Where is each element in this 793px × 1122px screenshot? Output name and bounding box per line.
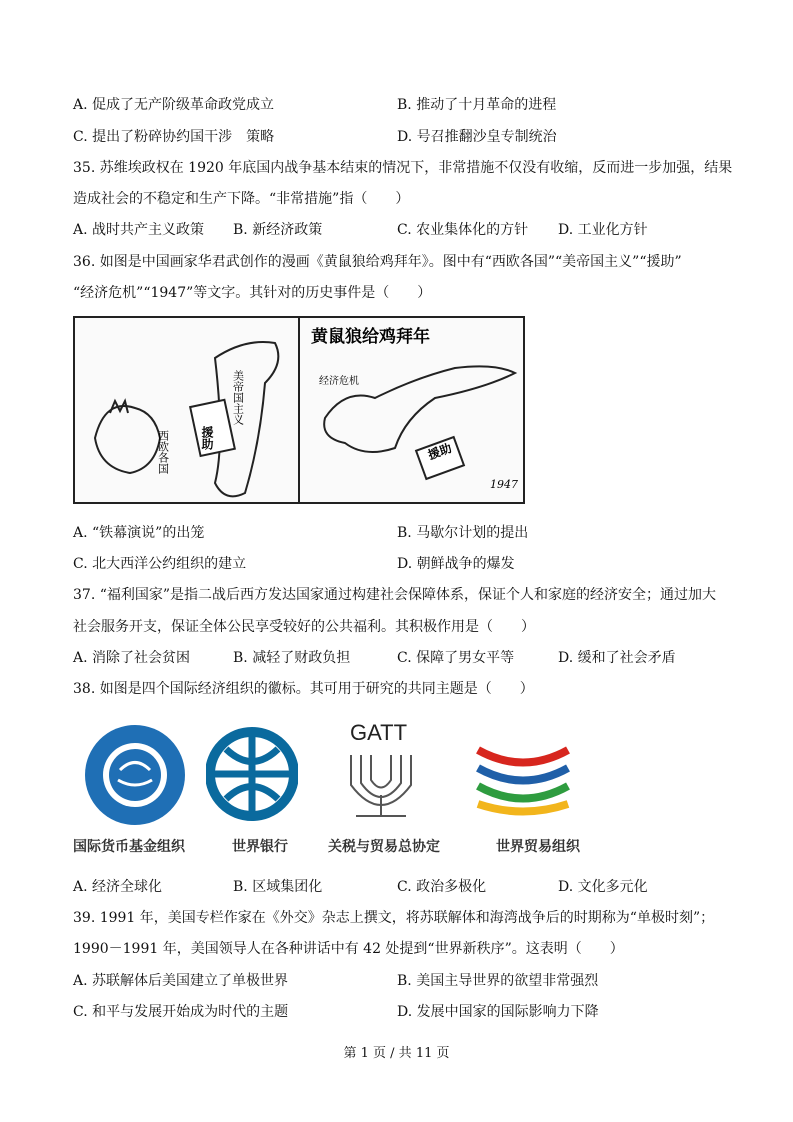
q37-option-a: A. 消除了社会贫困 (73, 650, 191, 666)
page-footer: 第 1 页 / 共 11 页 (343, 1046, 450, 1061)
cartoon-year: 1947 (490, 478, 518, 491)
q35-option-b: B. 新经济政策 (233, 222, 323, 238)
q39-option-b: B. 美国主导世界的欲望非常强烈 (397, 973, 599, 989)
gatt-logo (346, 750, 416, 820)
q37-stem-line1: 37. “福利国家”是指二战后西方发达国家通过构建社会保障体系，保证个人和家庭的经济安全；通过加大 (73, 587, 717, 603)
q34-option-d: D. 号召推翻沙皇专制统治 (397, 129, 557, 145)
wto-logo (468, 730, 578, 820)
q36-option-b: B. 马歇尔计划的提出 (397, 525, 529, 541)
q39-stem-line2: 1990－1991 年，美国领导人在各种讲话中有 42 处提到“世界新秩序”。这表明（ ） (73, 941, 624, 957)
cartoon-us-label: 美帝国主义 (231, 370, 245, 425)
q38-stem: 38. 如图是四个国际经济组织的徽标。其可用于研究的共同主题是（ ） (73, 681, 534, 697)
q39-stem-line1: 39. 1991 年，美国专栏作家在《外交》杂志上撰文，将苏联解体和海湾战争后的时期称为“单极时刻”； (73, 910, 715, 926)
q37-option-b: B. 减轻了财政负担 (233, 650, 351, 666)
q37-stem-line2: 社会服务开支，保证全体公民享受较好的公共福利。其积极作用是（ ） (73, 619, 535, 635)
q38-option-b: B. 区域集团化 (233, 879, 323, 895)
q36-stem-line1: 36. 如图是中国画家华君武创作的漫画《黄鼠狼给鸡拜年》。图中有“西欧各国”“美帝国主义”“援助” (73, 254, 682, 270)
q34-option-b: B. 推动了十月革命的进程 (397, 97, 557, 113)
world-bank-label: 世界银行 (232, 839, 288, 855)
q39-option-d: D. 发展中国家的国际影响力下降 (397, 1004, 599, 1020)
q35-option-a: A. 战时共产主义政策 (73, 222, 205, 238)
cartoon-aid-label-left: 援助 (200, 426, 214, 450)
wto-label: 世界贸易组织 (496, 839, 580, 855)
q38-option-c: C. 政治多极化 (397, 879, 487, 895)
q36-option-c: C. 北大西洋公约组织的建立 (73, 556, 247, 572)
q39-option-c: C. 和平与发展开始成为时代的主题 (73, 1004, 289, 1020)
world-bank-logo (206, 724, 298, 824)
cartoon-crisis-label: 经济危机 (319, 376, 359, 387)
q36-option-d: D. 朝鲜战争的爆发 (397, 556, 515, 572)
cartoon-title: 黄鼠狼给鸡拜年 (311, 327, 430, 347)
cartoon-image (73, 316, 525, 504)
q34-option-c: C. 提出了粉碎协约国干涉 策略 (73, 129, 275, 145)
q35-stem-line2: 造成社会的不稳定和生产下降。“非常措施”指（ ） (73, 191, 410, 207)
q35-stem-line1: 35. 苏维埃政权在 1920 年底国内战争基本结束的情况下，非常措施不仅没有收缩，反而进一步加强，结果 (73, 160, 733, 176)
cartoon-europe-label: 西欧各国 (156, 430, 170, 474)
q39-option-a: A. 苏联解体后美国建立了单极世界 (73, 973, 289, 989)
cartoon-aid-label-right: 援助 (426, 440, 454, 463)
q36-option-a: A. “铁幕演说”的出笼 (73, 525, 205, 541)
logos-image (68, 712, 603, 862)
q35-option-c: C. 农业集体化的方针 (397, 222, 529, 238)
q34-option-a: A. 促成了无产阶级革命政党成立 (73, 97, 275, 113)
imf-label: 国际货币基金组织 (73, 839, 185, 855)
imf-logo (80, 720, 190, 830)
q37-option-c: C. 保障了男女平等 (397, 650, 515, 666)
q36-stem-line2: “经济危机”“1947”等文字。其针对的历史事件是（ ） (73, 285, 432, 301)
q37-option-d: D. 缓和了社会矛盾 (558, 650, 676, 666)
q38-option-a: A. 经济全球化 (73, 879, 163, 895)
q35-option-d: D. 工业化方针 (558, 222, 648, 238)
q38-option-d: D. 文化多元化 (558, 879, 648, 895)
gatt-label: 关税与贸易总协定 (328, 839, 440, 855)
gatt-logo-text: GATT (350, 720, 408, 745)
